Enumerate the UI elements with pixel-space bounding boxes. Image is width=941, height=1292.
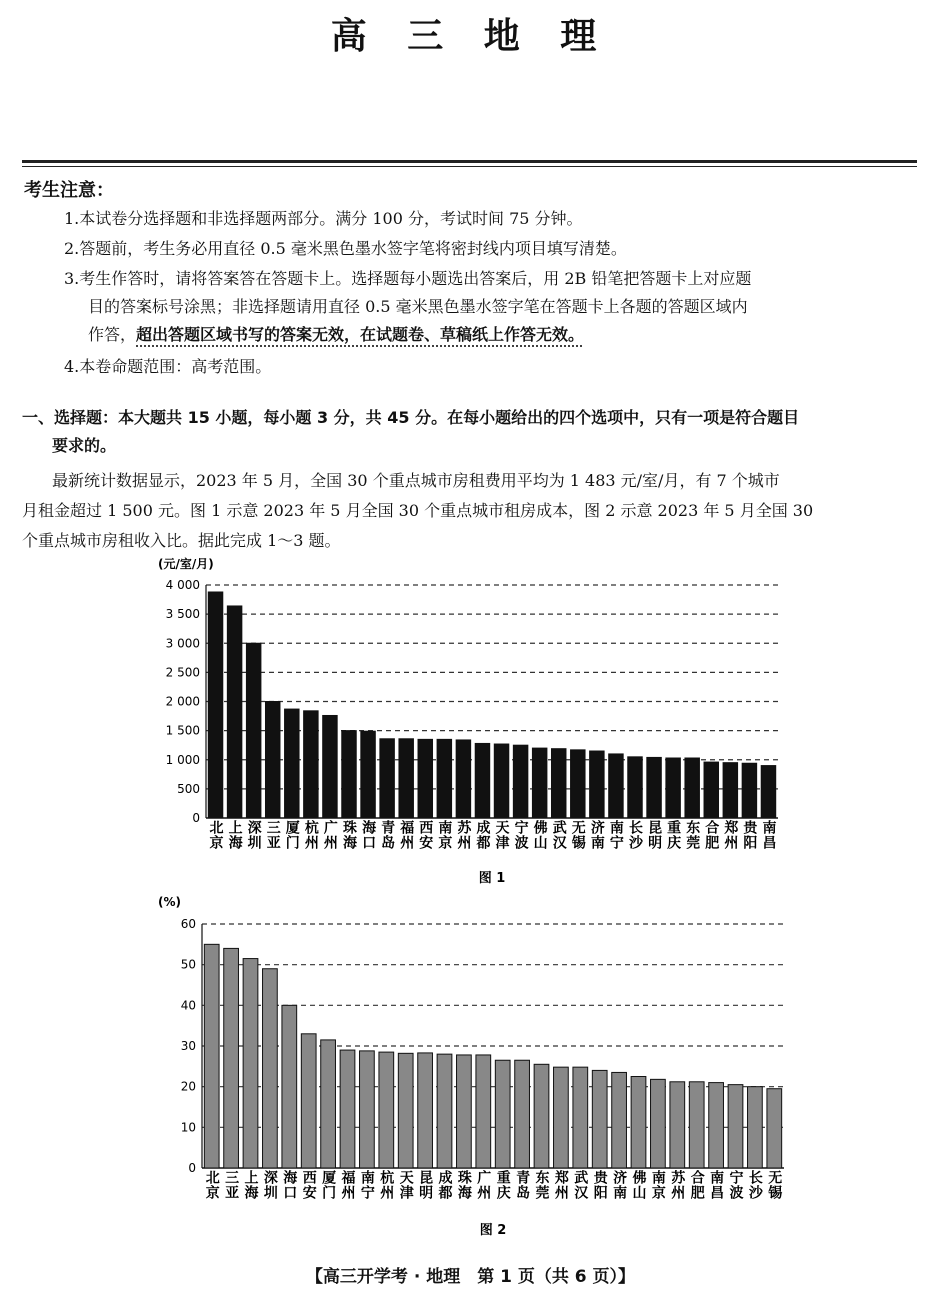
bar [495,1060,510,1168]
x-tick-label: 北京 [203,1170,220,1200]
x-tick-label: 广州 [475,1170,492,1200]
y-tick-label: 500 [177,781,200,796]
x-tick-label: 福州 [398,820,415,850]
bar [457,1055,472,1168]
bar [243,959,258,1168]
x-tick-label: 重庆 [494,1170,511,1200]
x-tick-label: 贵阳 [741,820,758,850]
y-tick-label: 2 000 [165,694,200,709]
notice-item: 1.本试卷分选择题和非选择题两部分。满分 100 分，考试时间 75 分钟。 [64,209,583,228]
x-tick-label: 宁波 [727,1170,744,1200]
y-tick-label: 3 500 [165,607,200,622]
x-tick-label: 合肥 [688,1170,705,1200]
x-tick-label: 成都 [474,820,491,850]
bar [263,969,278,1168]
x-tick-label: 厦门 [320,1170,337,1200]
y-tick-label: 30 [180,1039,196,1053]
bar [647,757,661,818]
x-tick-label: 天津 [397,1170,414,1200]
bar [609,754,623,818]
x-tick-label: 海口 [360,820,377,850]
x-tick-label: 南宁 [607,820,624,850]
bar [285,709,299,818]
chart-figure-1 [150,552,790,887]
x-tick-label: 南京 [436,820,453,850]
bar [476,1055,491,1168]
notice-emphasis: 超出答题区域书写的答案无效，在试题卷、草稿纸上作答无效。 [136,325,585,344]
rule-thick [22,160,917,163]
bar [534,1064,549,1168]
bar [398,1053,413,1168]
x-tick-label: 上海 [226,820,243,850]
y-tick-label: 1 000 [165,752,200,767]
x-tick-label: 武汉 [572,1170,589,1200]
x-tick-label: 三亚 [223,1170,240,1200]
bar [361,731,375,818]
bar [666,758,680,818]
x-tick-label: 海口 [281,1170,298,1200]
bar [685,758,699,818]
bar [554,1067,569,1168]
bar [551,749,565,818]
x-tick-label: 长沙 [746,1170,763,1200]
x-tick-label: 佛山 [630,1170,647,1200]
y-tick-label: 2 500 [165,665,200,680]
x-tick-label: 苏州 [455,820,472,850]
bar [379,1052,394,1168]
chart-title: 图 1 [478,871,506,886]
x-tick-label: 南宁 [358,1170,375,1200]
x-tick-label: 青岛 [379,820,396,850]
x-tick-label: 重庆 [665,820,682,850]
x-tick-label: 郑州 [722,820,739,850]
y-tick-label: 4 000 [165,578,200,592]
bar [265,702,279,819]
y-axis-label: (%) [158,895,181,909]
y-tick-label: 1 500 [165,723,200,738]
y-tick-label: 10 [180,1120,196,1135]
bar [282,1005,297,1168]
bar [360,1051,375,1168]
notice-item: 目的答案标号涂黑；非选择题请用直径 0.5 毫米黑色墨水签字笔在答题卡上各题的答题区域内 [88,297,748,316]
bar [628,757,642,818]
bar [767,1089,782,1168]
x-tick-label: 佛山 [531,820,548,850]
bar [704,762,718,818]
x-tick-label: 杭州 [378,1170,395,1200]
notice-item: 2.答题前，考生务必用直径 0.5 毫米黑色墨水签字笔将密封线内项目填写清楚。 [64,239,627,258]
bar [631,1077,646,1169]
x-tick-label: 宁波 [512,820,529,850]
bar [342,731,356,818]
x-tick-label: 杭州 [302,820,319,850]
intro-text: 个重点城市房租收入比。据此完成 1～3 题。 [22,531,341,550]
y-tick-label: 3 000 [165,636,200,651]
notice-item-line [88,322,584,345]
bar [723,763,737,818]
x-tick-label: 天津 [493,820,510,850]
chart-figure-2 [150,890,790,1240]
x-tick-label: 西安 [300,1170,317,1200]
bar [323,715,337,818]
bar [571,750,585,818]
x-tick-label: 广州 [321,820,338,850]
x-tick-label: 无锡 [569,820,586,850]
rule-thin [22,166,917,167]
bar [208,592,222,818]
x-tick-label: 东莞 [684,820,701,850]
bar [573,1067,588,1168]
bar [437,739,451,818]
bar [227,606,241,818]
bar [515,1060,530,1168]
intro-text: 月租金超过 1 500 元。图 1 示意 2023 年 5 月全国 30 个重点城市租房成本，图 2 示意 2023 年 5 月全国 30 [22,501,814,520]
bar [380,739,394,818]
x-tick-label: 无锡 [766,1170,783,1200]
bar [321,1040,336,1168]
x-tick-label: 东莞 [533,1170,550,1200]
bar [204,944,219,1168]
x-tick-label: 深圳 [261,1170,278,1200]
bar [709,1083,724,1168]
bar [418,1053,433,1168]
x-tick-label: 成都 [436,1170,453,1200]
x-tick-label: 青岛 [514,1170,531,1200]
x-tick-label: 济南 [588,820,605,850]
x-tick-label: 南昌 [708,1170,725,1200]
bar [761,766,775,818]
bar [728,1085,743,1168]
x-tick-label: 厦门 [283,820,300,850]
bar [494,744,508,818]
bar [513,745,527,818]
notice-item: 4.本卷命题范围：高考范围。 [64,357,272,376]
chart-title: 图 2 [479,1223,507,1238]
bar [670,1082,685,1168]
x-tick-label: 三亚 [264,820,281,850]
x-tick-label: 长沙 [627,820,643,850]
page-title: 高 三 地 理 [330,15,611,57]
bar [475,743,489,818]
x-tick-label: 济南 [611,1170,628,1200]
notice-item: 3.考生作答时，请将答案答在答题卡上。选择题每小题选出答案后，用 2B 铅笔把答题卡上对应题 [64,269,752,288]
x-tick-label: 北京 [207,820,224,850]
bar [246,643,260,818]
bar [651,1079,666,1168]
bar [456,740,470,818]
bar [590,751,604,818]
x-tick-label: 珠海 [341,820,357,850]
x-tick-label: 上海 [242,1170,259,1200]
y-tick-label: 60 [180,917,196,931]
bar [340,1050,355,1168]
x-tick-label: 珠海 [455,1170,472,1200]
page-footer: 【高三开学考 · 地理 第 1 页（共 6 页）】 [305,1267,636,1287]
y-tick-label: 20 [180,1079,196,1094]
bar [592,1070,607,1168]
x-tick-label: 西安 [417,820,434,850]
bar [612,1072,627,1168]
x-tick-label: 郑州 [552,1170,569,1200]
section-heading-cont: 要求的。 [52,436,117,455]
notice-item: 作答， [88,325,137,344]
bar [742,763,756,818]
x-tick-label: 苏州 [669,1170,686,1200]
x-tick-label: 武汉 [550,820,567,850]
section-heading: 一、选择题：本大题共 15 小题，每小题 3 分，共 45 分。在每小题给出的四个选项中，只有一项是符合题目 [22,408,800,427]
bar [224,948,239,1168]
x-tick-label: 南昌 [760,820,777,850]
y-tick-label: 50 [180,957,196,972]
bar [748,1087,763,1168]
x-tick-label: 昆明 [417,1170,434,1200]
y-tick-label: 0 [192,811,200,825]
x-tick-label: 深圳 [245,820,262,850]
y-tick-label: 40 [180,998,196,1013]
bar [399,739,413,818]
y-tick-label: 0 [188,1161,196,1175]
x-tick-label: 昆明 [646,820,663,850]
bar [301,1034,316,1168]
bar [418,739,432,818]
intro-text: 最新统计数据显示，2023 年 5 月，全国 30 个重点城市房租费用平均为 1 483 元/室/月，有 7 个城市 [52,471,780,490]
x-tick-label: 福州 [339,1170,356,1200]
x-tick-label: 贵阳 [591,1170,608,1200]
bar [689,1082,704,1168]
bar [532,748,546,818]
y-axis-label: (元/室/月) [158,557,214,571]
bar [437,1054,452,1168]
x-tick-label: 南京 [649,1170,666,1200]
x-tick-label: 合肥 [703,820,720,850]
bar [304,711,318,818]
notice-heading: 考生注意： [24,180,114,201]
